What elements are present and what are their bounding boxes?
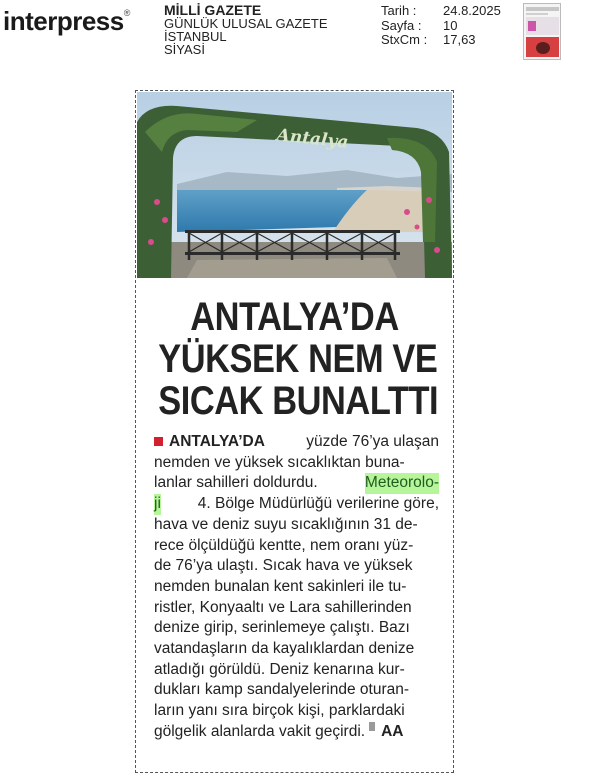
highlighted-term: ji	[154, 494, 161, 515]
meta-page: Sayfa : 10	[381, 17, 458, 33]
body-line: lanlar sahilleri doldurdu. Meteorolo-	[154, 473, 439, 494]
antalya-coast-image	[137, 92, 452, 278]
meta-stxcm: StxCm : 17,63	[381, 32, 476, 47]
body-line: ların yanı sıra birçok kişi, parklardaki	[154, 702, 405, 720]
publication-city: İSTANBUL	[164, 29, 227, 44]
logo-registered: ®	[123, 8, 130, 18]
body-line: ristler, Konyaaltı ve Lara sahillerinden	[154, 598, 412, 616]
end-mark-icon	[369, 722, 375, 731]
article-headline	[158, 295, 439, 423]
body-line: rece ölçüldüğü kentte, nem oranı yüz-	[154, 536, 414, 554]
body-line: de 76’ya ulaştı. Sıcak hava ve yüksek	[154, 557, 413, 575]
meta-date: Tarih : 24.8.2025	[381, 3, 501, 18]
body-line: atladığı görüldü. Deniz kenarına kur-	[154, 660, 405, 678]
bullet-icon	[154, 437, 163, 446]
body-line: denize girip, serinlemeye çalıştı. Bazı	[154, 619, 410, 637]
page-thumbnail[interactable]	[523, 3, 561, 60]
publication-name: MİLLİ GAZETE	[164, 2, 262, 18]
body-line: hava ve deniz suyu sıcaklığının 31 de-	[154, 515, 418, 533]
publication-type: GÜNLÜK ULUSAL GAZETE	[164, 16, 328, 31]
interpress-logo	[3, 6, 130, 37]
body-line: nemden bunalan kent sakinleri ile tu-	[154, 577, 407, 595]
headline-line: SICAK BUNALTTI	[158, 379, 439, 423]
body-line: nemden ve yüksek sıcaklıktan buna-	[154, 453, 405, 471]
logo-text: interpress	[3, 6, 124, 36]
sign-text: Antalya	[275, 125, 350, 153]
publication-info	[164, 4, 328, 56]
agency-signature: AA	[381, 722, 404, 740]
highlighted-term: Meteorolo-	[365, 473, 439, 494]
publication-section: SİYASİ	[164, 42, 205, 57]
headline-line: YÜKSEK NEM VE	[158, 337, 438, 381]
body-line: gölgelik alanlarda vakit geçirdi. AA	[154, 722, 439, 743]
body-line: vatandaşların da kayalıklardan denize	[154, 640, 415, 658]
body-line: ji 4. Bölge Müdürlüğü verilerine göre,	[154, 494, 439, 515]
body-line: dukları kamp sandalyelerinde oturan-	[154, 681, 410, 699]
body-line: ANTALYA’DA yüzde 76’ya ulaşan	[154, 432, 439, 453]
article-body	[154, 432, 439, 743]
dateline: ANTALYA’DA	[169, 433, 265, 450]
clip-meta	[381, 4, 501, 48]
headline-line: ANTALYA’DA	[190, 295, 399, 339]
article-photo	[137, 92, 452, 278]
news-clip	[135, 90, 454, 773]
